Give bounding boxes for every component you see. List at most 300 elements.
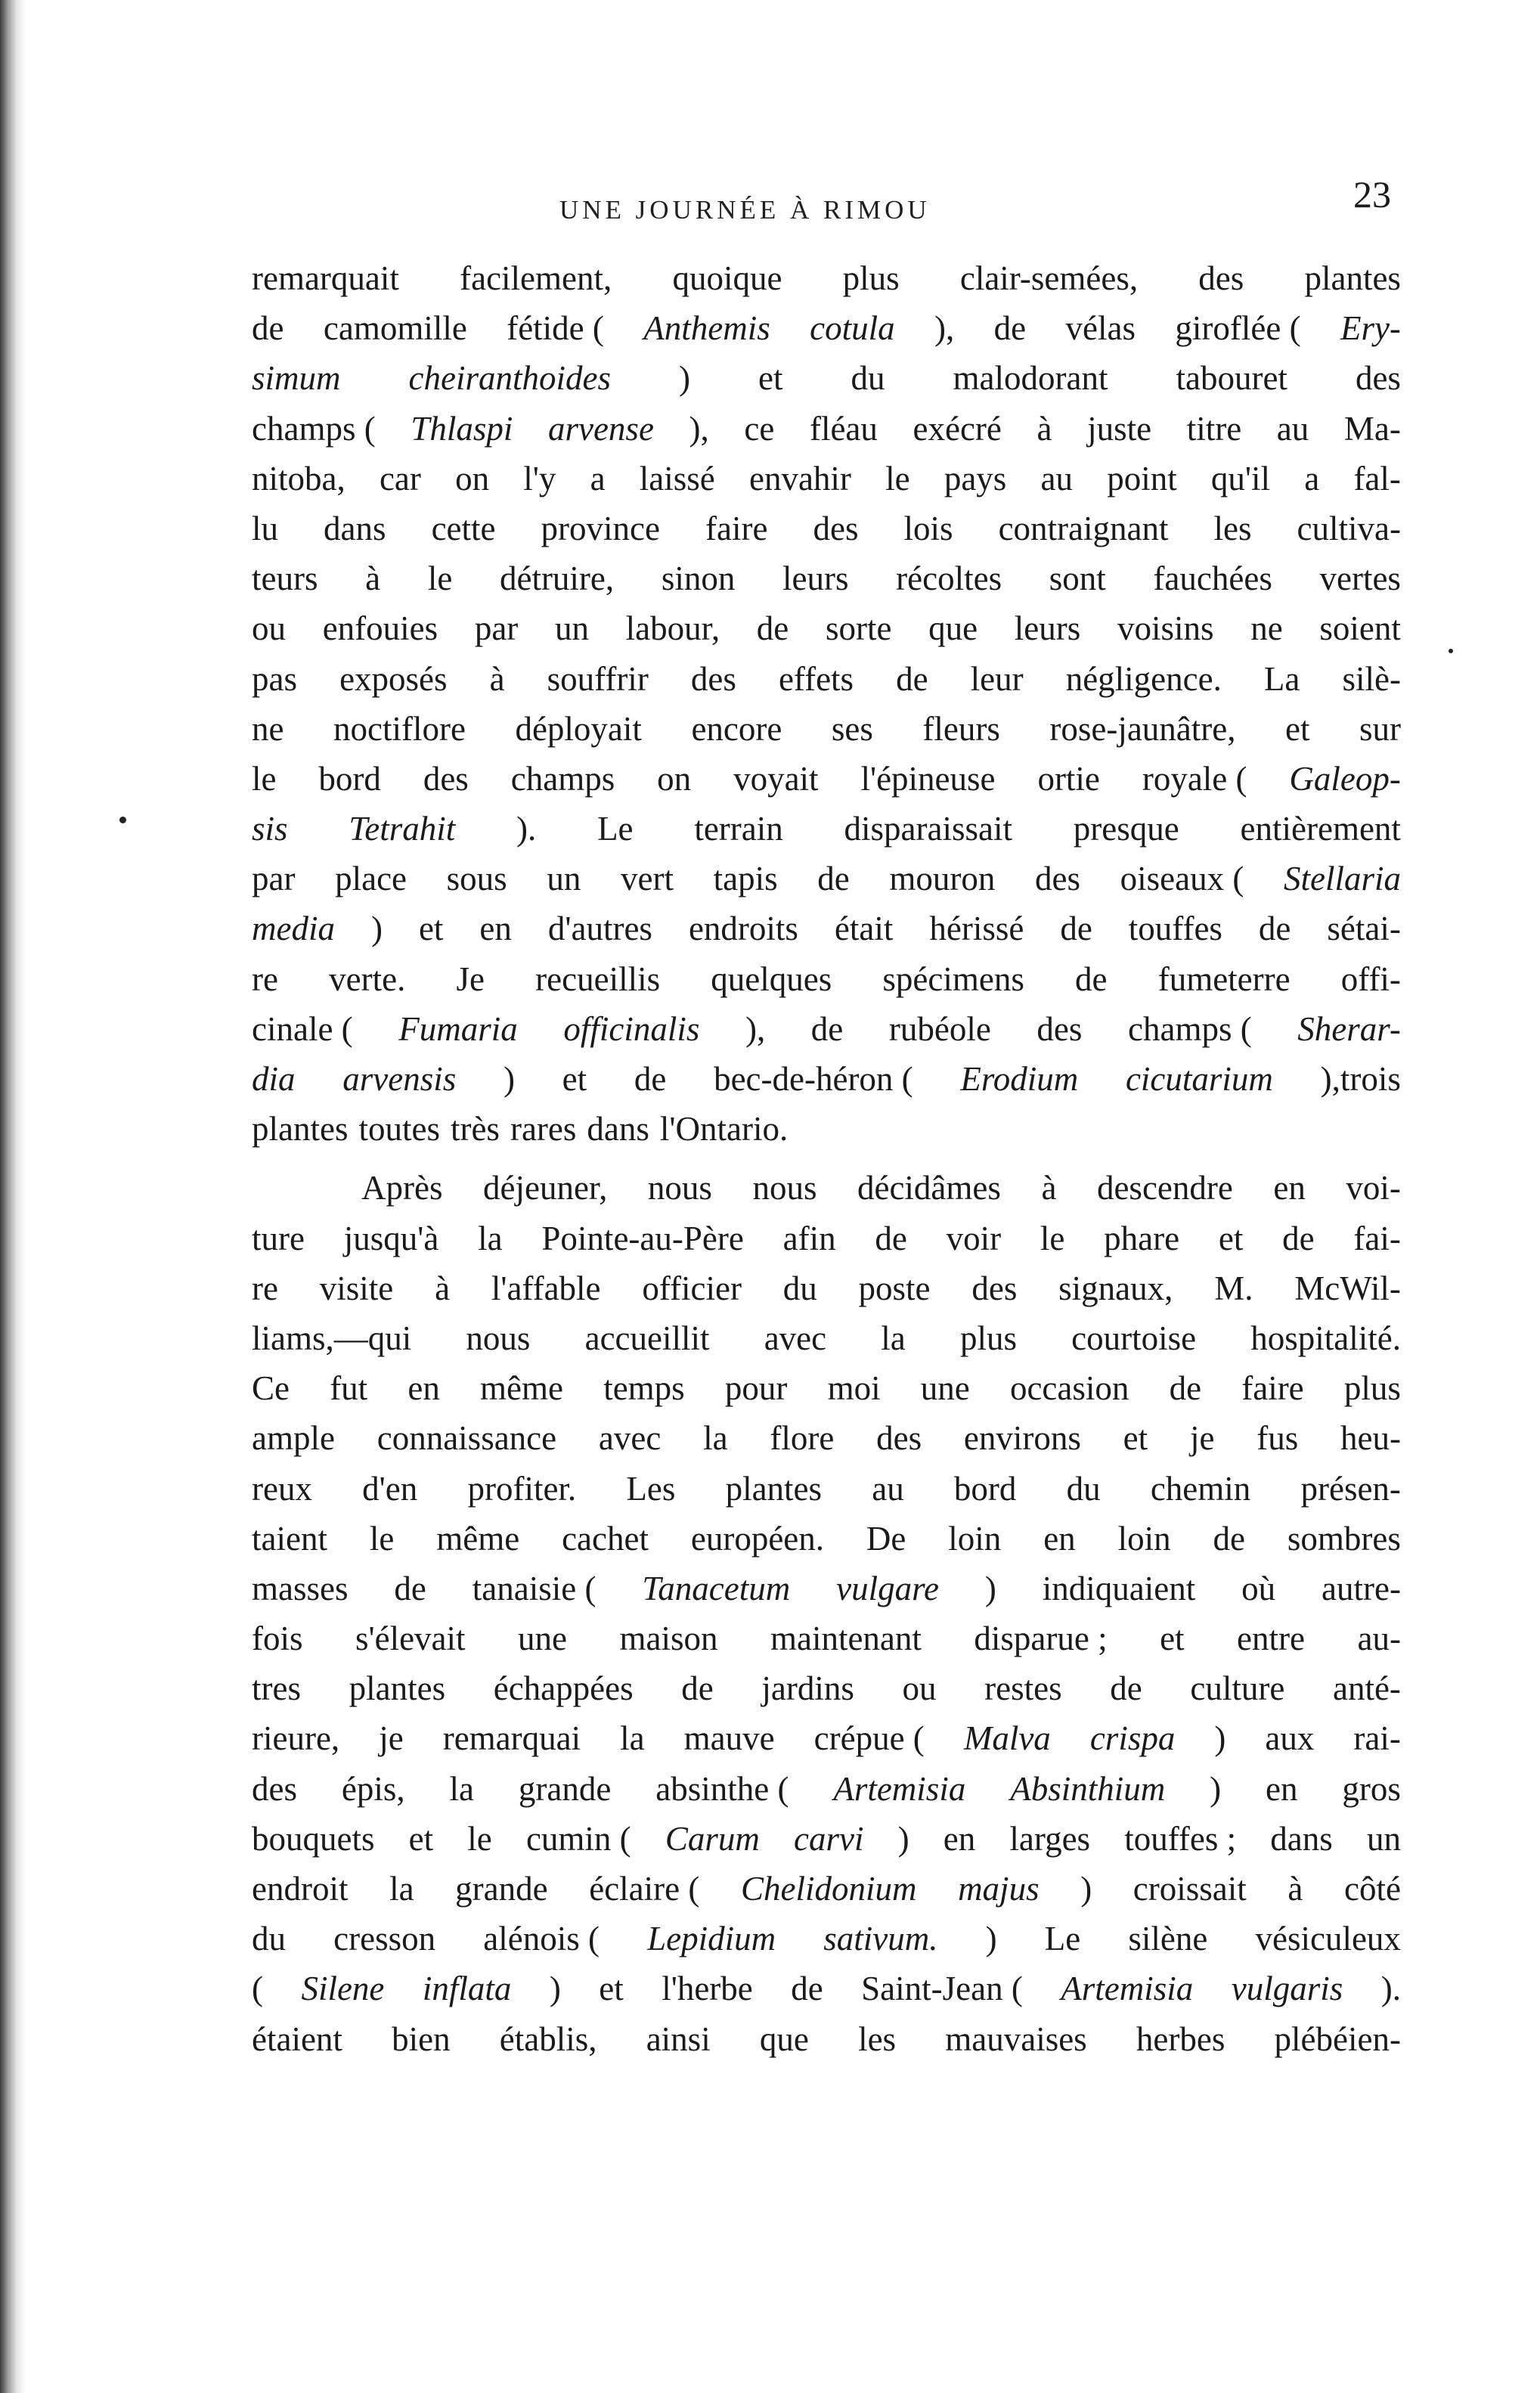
word: à	[1041, 1169, 1057, 1207]
word: du	[782, 1269, 817, 1307]
italic-word: carvi	[794, 1819, 864, 1858]
word: exposés	[339, 659, 448, 698]
word: la	[703, 1419, 728, 1458]
word: facilement,	[460, 259, 612, 297]
text-line	[252, 754, 1401, 804]
word: on	[455, 459, 490, 498]
word: tanaisie (	[472, 1569, 596, 1607]
word: descendre	[1096, 1169, 1233, 1207]
text-line	[252, 704, 1401, 754]
word: pays	[944, 459, 1007, 498]
word: du	[1066, 1469, 1101, 1508]
word: titre	[1186, 409, 1242, 448]
word: de	[756, 609, 789, 648]
word: nous	[752, 1169, 817, 1207]
word: décidâmes	[857, 1169, 1001, 1207]
word: nitoba,	[252, 459, 345, 498]
word: un	[554, 609, 589, 648]
word: je	[379, 1719, 404, 1758]
word: je	[1189, 1419, 1215, 1458]
word: ne	[1250, 609, 1283, 648]
word: rares	[510, 1110, 577, 1148]
word: contraignant	[998, 509, 1169, 547]
word: accueillit	[584, 1319, 710, 1357]
word: autre-	[1322, 1569, 1401, 1607]
word: ).	[516, 810, 537, 848]
text-line	[252, 404, 1401, 454]
word: leurs	[782, 560, 849, 598]
word: le	[427, 560, 453, 598]
word: crépue (	[813, 1719, 925, 1758]
word: de	[394, 1569, 426, 1607]
word: fauchées	[1153, 560, 1272, 598]
word: )	[549, 1970, 561, 2008]
word: une	[920, 1369, 970, 1408]
text-line	[252, 1413, 1401, 1463]
italic-word: inflata	[422, 1970, 512, 2008]
word: endroit	[252, 1870, 349, 1908]
word: sétai-	[1327, 910, 1401, 948]
word: cette	[431, 509, 496, 547]
word: était	[834, 910, 894, 948]
word: hérissé	[929, 910, 1024, 948]
word: envahir	[748, 459, 851, 498]
word: la	[389, 1870, 414, 1908]
italic-word: Ery-	[1340, 309, 1401, 348]
italic-word: Fumaria	[398, 1009, 518, 1048]
word: touffes ;	[1124, 1819, 1237, 1858]
italic-word: Carum	[665, 1819, 760, 1858]
word: ),	[689, 409, 709, 448]
word: récoltes	[896, 560, 1002, 598]
word: en	[407, 1369, 440, 1408]
text-line	[252, 1263, 1401, 1313]
word: même	[436, 1519, 520, 1558]
word: leurs	[1014, 609, 1081, 648]
word: plébéien-	[1274, 2019, 1401, 2058]
text-line	[252, 1663, 1401, 1713]
text-line	[252, 954, 1401, 1004]
word: voi-	[1346, 1169, 1401, 1207]
word: exécré	[913, 409, 1002, 448]
word: ture	[252, 1219, 305, 1257]
word: (	[252, 1970, 263, 2008]
word: fétide (	[507, 309, 604, 348]
text-line	[252, 553, 1401, 603]
word: le	[369, 1519, 395, 1558]
italic-word: majus	[958, 1870, 1040, 1908]
word: l'herbe	[662, 1970, 753, 2008]
word: par	[474, 609, 519, 648]
word: taient	[252, 1519, 327, 1558]
italic-word: arvense	[547, 409, 654, 448]
word: plus	[1343, 1369, 1401, 1408]
italic-word: Galeop-	[1289, 759, 1401, 798]
text-line	[252, 1914, 1401, 1964]
text-line	[252, 2014, 1401, 2064]
word: du	[851, 359, 885, 398]
word: ne	[252, 709, 284, 748]
word: profiter.	[467, 1469, 577, 1508]
word: liams,—qui	[252, 1319, 412, 1357]
word: alénois (	[483, 1920, 600, 1958]
word: de	[810, 1009, 844, 1048]
word: anté-	[1332, 1669, 1401, 1708]
word: champs	[510, 759, 615, 798]
word: champs (	[252, 409, 376, 448]
word: des	[1036, 1009, 1083, 1048]
word: noctiflore	[333, 709, 466, 748]
word: fut	[330, 1369, 368, 1408]
word: recueillis	[535, 959, 661, 998]
italic-word: Chelidonium	[740, 1870, 917, 1908]
italic-word: cheiranthoides	[408, 359, 611, 398]
word: un	[547, 860, 581, 898]
word: pour	[724, 1369, 788, 1408]
word: fléau	[809, 409, 878, 448]
word: et	[408, 1819, 434, 1858]
word: et	[418, 910, 444, 948]
word: sont	[1049, 560, 1106, 598]
word: mauvaises	[945, 2019, 1087, 2058]
word: presque	[1073, 810, 1179, 848]
word: ses	[831, 709, 873, 748]
text-line	[252, 1104, 1401, 1154]
word: rieure,	[252, 1719, 340, 1758]
word: fal-	[1353, 459, 1401, 498]
text-line	[252, 654, 1401, 704]
word: ).	[1380, 1970, 1401, 2008]
word: des	[971, 1269, 1018, 1307]
word: disparue ;	[974, 1620, 1108, 1658]
word: a	[590, 459, 606, 498]
italic-word: Artemisia	[833, 1769, 966, 1808]
italic-word: Erodium	[960, 1060, 1079, 1098]
word: loin	[948, 1519, 1002, 1558]
word: Ma-	[1343, 409, 1401, 448]
text-line	[252, 1814, 1401, 1864]
word: labour,	[625, 609, 720, 648]
word: au	[1040, 459, 1073, 498]
text-line	[252, 1214, 1401, 1263]
word: M.	[1214, 1269, 1253, 1307]
paragraph-1	[252, 253, 1401, 1154]
word: Ce	[252, 1369, 290, 1408]
word: La	[1263, 659, 1300, 698]
word: flore	[770, 1419, 835, 1458]
text-line	[252, 904, 1401, 953]
word: courtoise	[1071, 1319, 1197, 1357]
text-line	[252, 1564, 1401, 1613]
text-line	[252, 454, 1401, 504]
word: et	[1123, 1419, 1148, 1458]
word: de	[791, 1970, 823, 2008]
word: car	[379, 459, 421, 498]
word: de	[896, 659, 928, 698]
word: vert	[620, 860, 674, 898]
text-line	[252, 1163, 1401, 1213]
word: avec	[598, 1419, 662, 1458]
word: )	[985, 1920, 997, 1958]
text-line	[252, 1764, 1401, 1814]
word: fai-	[1353, 1219, 1401, 1257]
word: soient	[1319, 609, 1401, 648]
text-line	[252, 1713, 1401, 1763]
word: ),	[745, 1009, 766, 1048]
word: touffes	[1128, 910, 1222, 948]
word: environs	[963, 1419, 1081, 1458]
word: offi-	[1340, 959, 1401, 998]
italic-word: Artemisia	[1061, 1970, 1194, 2008]
word: gros	[1342, 1769, 1401, 1808]
word: terrain	[694, 810, 783, 848]
word: la	[881, 1319, 906, 1357]
word: des	[423, 759, 469, 798]
word: effets	[778, 659, 854, 698]
italic-word: cicutarium	[1125, 1060, 1273, 1098]
word: que	[928, 609, 978, 648]
word: cultiva-	[1297, 509, 1401, 547]
italic-word: vulgaris	[1231, 1970, 1343, 2008]
word: enfouies	[322, 609, 438, 648]
word: grande	[455, 1870, 548, 1908]
word: oiseaux (	[1120, 860, 1244, 898]
word: signaux,	[1058, 1269, 1173, 1307]
word: le	[252, 759, 277, 798]
word: voyait	[733, 759, 819, 798]
word: loin	[1117, 1519, 1171, 1558]
word: sous	[446, 860, 507, 898]
word: et	[1160, 1620, 1185, 1658]
text-line	[252, 1613, 1401, 1663]
word: des	[252, 1769, 297, 1808]
word: le	[467, 1819, 492, 1858]
word: dans	[1270, 1819, 1333, 1858]
word: à	[489, 659, 505, 698]
word: rubéole	[888, 1009, 991, 1048]
word: dans	[324, 509, 386, 547]
word: ou	[902, 1669, 937, 1708]
running-head: UNE JOURNÉE À RIMOU	[559, 195, 931, 225]
word: et	[1218, 1219, 1244, 1257]
italic-word: vulgare	[836, 1569, 939, 1607]
word: maison	[619, 1620, 718, 1658]
word: à	[1287, 1870, 1303, 1908]
word: champs (	[1128, 1009, 1252, 1048]
italic-word: sativum.	[823, 1920, 938, 1958]
word: des	[813, 509, 859, 547]
word: bouquets	[252, 1819, 375, 1858]
word: De	[866, 1519, 906, 1558]
text-line	[252, 1004, 1401, 1054]
text-line	[252, 1054, 1401, 1104]
word: ainsi	[646, 2019, 711, 2058]
word: teurs	[252, 560, 318, 598]
word: ample	[252, 1419, 335, 1458]
word: plantes	[1304, 259, 1401, 297]
word: Saint-Jean (	[861, 1970, 1023, 2008]
word: une	[518, 1620, 567, 1658]
text-line	[252, 1363, 1401, 1413]
text-line	[252, 504, 1401, 553]
word: )	[1210, 1769, 1222, 1808]
text-line	[252, 1864, 1401, 1914]
page-number: 23	[1353, 173, 1391, 215]
word: cresson	[333, 1920, 436, 1958]
word: spécimens	[882, 959, 1024, 998]
word: en	[943, 1819, 976, 1858]
italic-word: media	[252, 910, 335, 948]
word: jardins	[761, 1669, 854, 1708]
word: aux	[1265, 1719, 1315, 1758]
word: Après	[361, 1169, 443, 1207]
word: de	[1258, 910, 1291, 948]
word: mauve	[683, 1719, 775, 1758]
word: tres	[252, 1669, 301, 1708]
word: nous	[647, 1169, 712, 1207]
word: camomille	[323, 309, 467, 348]
word: point	[1107, 459, 1177, 498]
italic-word: Sherar-	[1297, 1009, 1401, 1048]
word: épis,	[341, 1769, 405, 1808]
word: reux	[252, 1469, 312, 1508]
word: souffrir	[547, 659, 649, 698]
word: ortie	[1037, 759, 1100, 798]
word: qu'il	[1210, 459, 1271, 498]
word: lois	[903, 509, 953, 547]
word: grande	[518, 1769, 612, 1808]
word: européen.	[690, 1519, 825, 1558]
word: disparaissait	[844, 810, 1012, 848]
word: cachet	[562, 1519, 649, 1558]
word: étaient	[252, 2019, 342, 2058]
italic-word: Absinthium	[1010, 1769, 1166, 1808]
italic-word: Silene	[301, 1970, 385, 2008]
word: et	[599, 1970, 624, 2008]
word: toutes	[358, 1110, 440, 1148]
word: maintenant	[770, 1620, 922, 1658]
word: encore	[691, 709, 782, 748]
word: a	[1304, 459, 1320, 498]
word: afin	[782, 1219, 836, 1257]
text-line	[252, 854, 1401, 904]
word: de	[1282, 1219, 1315, 1257]
word: voir	[946, 1219, 1002, 1257]
word: la	[478, 1219, 503, 1257]
word: malodorant	[953, 359, 1108, 398]
word: temps	[603, 1369, 685, 1408]
word: nous	[466, 1319, 531, 1357]
word: des	[1355, 359, 1401, 398]
italic-word: Anthemis	[643, 309, 770, 348]
word: fus	[1256, 1419, 1299, 1458]
word: au	[872, 1469, 904, 1508]
word: sombres	[1287, 1519, 1401, 1558]
word: l'affable	[491, 1269, 601, 1307]
word: quelques	[711, 959, 832, 998]
word: remarquai	[442, 1719, 581, 1758]
word: poste	[858, 1269, 931, 1307]
word: les	[1213, 509, 1252, 547]
italic-word: officinalis	[563, 1009, 700, 1048]
italic-word: Malva	[963, 1719, 1051, 1758]
word: absinthe (	[655, 1769, 789, 1808]
word: où	[1241, 1569, 1276, 1607]
word: cumin (	[525, 1819, 631, 1858]
word: des	[1198, 259, 1244, 297]
text-line	[252, 1964, 1401, 2013]
word: tabouret	[1176, 359, 1287, 398]
word: cinale (	[252, 1009, 353, 1048]
word: du	[252, 1920, 286, 1958]
word: silè-	[1342, 659, 1401, 698]
word: d'en	[362, 1469, 418, 1508]
word: de	[634, 1060, 667, 1098]
word: Les	[626, 1469, 676, 1508]
word: fumeterre	[1157, 959, 1291, 998]
word: laissé	[639, 459, 715, 498]
word: giroflée (	[1175, 309, 1301, 348]
word: tapis	[713, 860, 778, 898]
word: à	[1036, 409, 1052, 448]
word: et	[562, 1060, 587, 1098]
word: jusqu'à	[343, 1219, 439, 1257]
word: )	[984, 1569, 996, 1607]
word: de	[817, 860, 850, 898]
word: entièrement	[1240, 810, 1401, 848]
word: d'autres	[547, 910, 652, 948]
word: vertes	[1319, 560, 1401, 598]
word: sorte	[825, 609, 892, 648]
word: la	[449, 1769, 475, 1808]
word: bec-de-héron (	[714, 1060, 913, 1098]
word: hospitalité.	[1250, 1319, 1401, 1357]
word: de	[681, 1669, 714, 1708]
italic-word: cotula	[810, 309, 895, 348]
word: au-	[1357, 1620, 1401, 1658]
word: chemin	[1150, 1469, 1251, 1508]
italic-word: simum	[252, 359, 341, 398]
word: connaissance	[376, 1419, 557, 1458]
word: en	[1273, 1169, 1306, 1207]
word: de	[1075, 959, 1108, 998]
text-line	[252, 1514, 1401, 1564]
paragraph-2	[252, 1163, 1401, 2063]
word: indiquaient	[1042, 1569, 1196, 1607]
word: de	[1169, 1369, 1202, 1408]
word: côté	[1343, 1870, 1401, 1908]
word: officier	[642, 1269, 742, 1307]
word: heu-	[1340, 1419, 1401, 1458]
word: herbes	[1136, 2019, 1225, 2058]
word: occasion	[1009, 1369, 1129, 1408]
word: moi	[827, 1369, 881, 1408]
word: les	[858, 2019, 897, 2058]
word: fois	[252, 1620, 303, 1658]
italic-word: arvensis	[342, 1060, 457, 1098]
word: rose-jaunâtre,	[1049, 709, 1236, 748]
italic-word: dia	[252, 1060, 296, 1098]
word: à	[365, 560, 381, 598]
word: en	[1266, 1769, 1298, 1808]
word: on	[657, 759, 692, 798]
text-line	[252, 1313, 1401, 1363]
word: verte.	[329, 959, 406, 998]
word: au	[1276, 409, 1309, 448]
word: royale (	[1142, 759, 1247, 798]
word: établis,	[499, 2019, 597, 2058]
word: province	[541, 509, 660, 547]
